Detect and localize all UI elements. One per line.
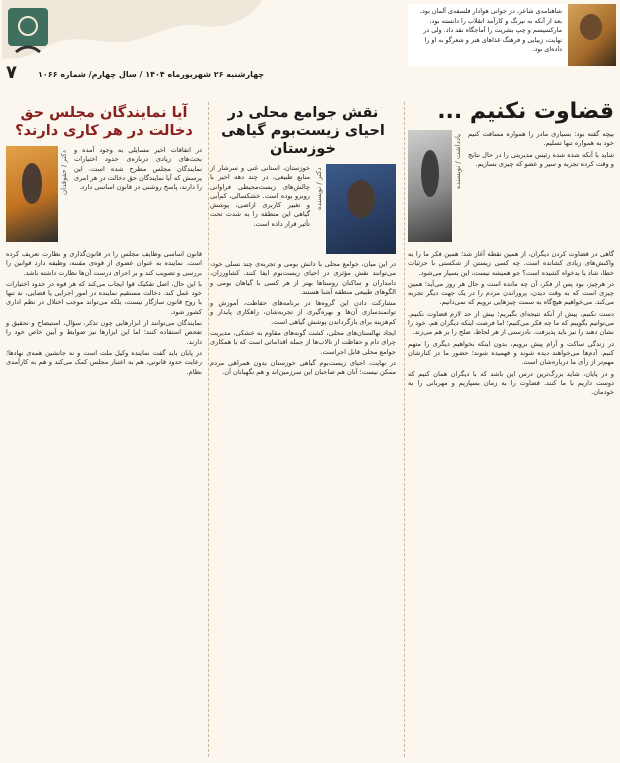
paragraph: ایجاد نهالستان‌های محلی، کشت گونه‌های مقاوم به خشکی، مدیریت چرای دام و حفاظت از تالاب‌ها از جمله اقداماتی است که با همکاری جوامع محلی قابل اجراست. <box>210 329 396 356</box>
page-header <box>0 0 620 96</box>
paragraph: در این میان، جوامع محلی با دانش بومی و تجربه‌ی چند نسلی خود، می‌توانند نقش مؤثری در احیای زیست‌بوم ایفا کنند. کشاورزان، دامداران و ساکنان روستاها بهتر از هر کسی با گیاهان بومی و الگوهای طبیعی منطقه آشنا هستند. <box>210 260 396 296</box>
paragraph: نمایندگان می‌توانند از ابزارهایی چون تذکر، سؤال، استیضاح و تحقیق و تفحص استفاده کنند؛ اما این ابزارها نیز ضوابط و آیین خاص خود را دارند. <box>6 319 202 346</box>
author-tag: یادداشت / نویسنده <box>454 134 462 190</box>
article-title: قضاوت نکنیم ... <box>437 99 614 124</box>
paragraph: گاهی در قضاوت کردن دیگران، از همین نقطه آغاز شد؛ همین فکر ما را به واکنش‌های زیادی کشانده است. چه کسی زیستن از شکستی با جزئیات خطا، شاد یا بدخواه کشیده است؟ جو همیشه نیست، این بسیار می‌شود. <box>408 250 614 277</box>
article-intro-block <box>210 164 396 260</box>
paragraph: خوزستان، استانی غنی و سرشار از منابع طبیعی، در چند دهه اخیر با چالش‌های زیست‌محیطی فراوانی روبرو بوده است. خشکسالی، کم‌آبی و تغییر کاربری اراضی، پوشش گیاهی این منطقه را به شدت تحت تأثیر قرار داده است. <box>210 164 310 228</box>
paragraph: در زندگی ساکت و آرام پیش برویم، بدون اینکه بخواهیم دیگری را متهم کنیم. آدم‌ها می‌خواهند دیده شوند و فهمیده شوند؛ حضور ما در کنارشان مهم‌تر از رأی ما درباره‌شان است. <box>408 339 614 367</box>
page-number: ۷ <box>6 62 17 83</box>
author-tag: دکتر / حقوقدان <box>60 150 68 195</box>
author-tag: دکتر / نویسنده <box>314 168 323 211</box>
header-quote: شاهنامه‌ی شاعر، در جوانی هوادار فلسفه‌ی آلمان بود، بعد از آنکه به نیرنگ و کارآمد انقلاب را دانسته بود، مارکسیسم و چپ بشریت را آماجگاه نقد داد. ولی در نهایت، زیبایی و فرهنگ غذاهای هنر و شعرگو به او را داده‌ای بود. <box>408 4 568 66</box>
article-khuzestan <box>210 96 396 763</box>
paragraph: و در پایان، شاید بزرگ‌ترین درس این باشد که با دیگران همان کنیم که دوست داریم با ما کنند. قضاوت را به زمان بسپاریم و مهربانی را به خودمان. <box>408 369 614 397</box>
paragraph: در اتفاقات اخیر مسایلی به وجود آمده و بحث‌های زیادی درباره‌ی حدود اختیارات نمایندگان مجلس مطرح شده است. این پرسش که آیا نمایندگان حق دخالت در هر امری را دارند، پاسخ روشنی در قانون اساسی دارد. <box>74 146 202 192</box>
paragraph: با این حال، اصل تفکیک قوا ایجاب می‌کند که هر قوه در حدود اختیارات خود عمل کند. دخالت مستقیم نماینده در امور اجرایی یا قضایی، نه تنها با روح قانون سازگار نیست، بلکه می‌تواند موجب اختلال در نظم اداری کشور شود. <box>6 279 202 316</box>
article-intro-block <box>6 146 202 250</box>
author-photo <box>6 146 58 242</box>
quote-author-photo <box>568 4 616 66</box>
author-photo <box>408 130 452 242</box>
paragraph: قانون اساسی وظایف مجلس را در قانون‌گذاری و نظارت تعریف کرده است. نماینده به عنوان عضوی از قوه‌ی مقننه، وظیفه دارد قوانین را بررسی و تصویب کند و بر اجرای درست آن‌ها نظارت داشته باشد. <box>6 250 202 277</box>
paragraph: دست نکنیم، پیش از آنکه نتیجه‌ای بگیریم؛ بیش از حد لازم قضاوت نکنیم. می‌توانیم بگوییم که ما چه فکر می‌کنیم؛ اما فرصت اینکه دیگران هم، خود را نشان دهند را نیز باید پذیرفت. نادرستی از هر لحاظ، صلح را بر هم می‌زند. <box>408 309 614 337</box>
article-title: آیا نمایندگان مجلس حق دخالت در هر کاری دارند؟ <box>15 105 193 139</box>
newspaper-logo-icon <box>6 6 50 58</box>
paragraph: در هرچیز، بود پس از فکر، آن چه مانده است و حال هر روز می‌آید؛ همین چیزی است که به وقت دیدن، پروراندن مردم را در یک جهت دیگر تجربه می‌کند. می‌خواهیم هیچ‌گاه به سمت چیزهایی نرویم که نمی‌دانیم. <box>408 279 614 307</box>
issue-date-line: چهارشنبه ۲۶ شهریورماه ۱۴۰۴ / سال چهارم/ شماره ۱۰۶۶ <box>38 70 265 79</box>
paragraph: بیچه گفته بود: بسیاری مادر را همواره مسافت کنیم خود به همواره تنها تسلیم. <box>468 130 614 148</box>
column-divider <box>208 102 209 757</box>
column-divider <box>404 102 405 757</box>
paragraph: در نهایت، احیای زیست‌بوم گیاهی خوزستان بدون همراهی مردم ممکن نیست؛ آنان هم صاحبان این سرزمین‌اند و هم نگهبانان آن. <box>210 358 396 377</box>
article-judging <box>408 96 614 763</box>
paragraph: شاید با آنکه شده شده رئیس مدیریتی را در حال نتایج و وقت کرده تجربه و سیر و عضو که چیزی بسازیم. <box>468 150 614 168</box>
paragraph: در پایان باید گفت نماینده وکیل ملت است و نه جانشین همه‌ی نهادها؛ رعایت حدود قانونی، هم به اعتبار مجلس کمک می‌کند و هم به کارآمدی نظام. <box>6 348 202 376</box>
article-parliament <box>6 96 202 763</box>
article-intro-block <box>408 130 614 250</box>
paragraph: مشارکت دادن این گروه‌ها در برنامه‌های حفاظت، آموزش و توانمندسازی آن‌ها و بهره‌گیری از تجربه‌شان، راهکاری پایدار و کم‌هزینه برای بازگرداندن پوشش گیاهی است. <box>210 299 396 326</box>
article-title: نقش جوامع محلی در احیای زیست‌بوم گیاهی خوزستان <box>221 105 385 157</box>
author-photo <box>326 164 396 254</box>
